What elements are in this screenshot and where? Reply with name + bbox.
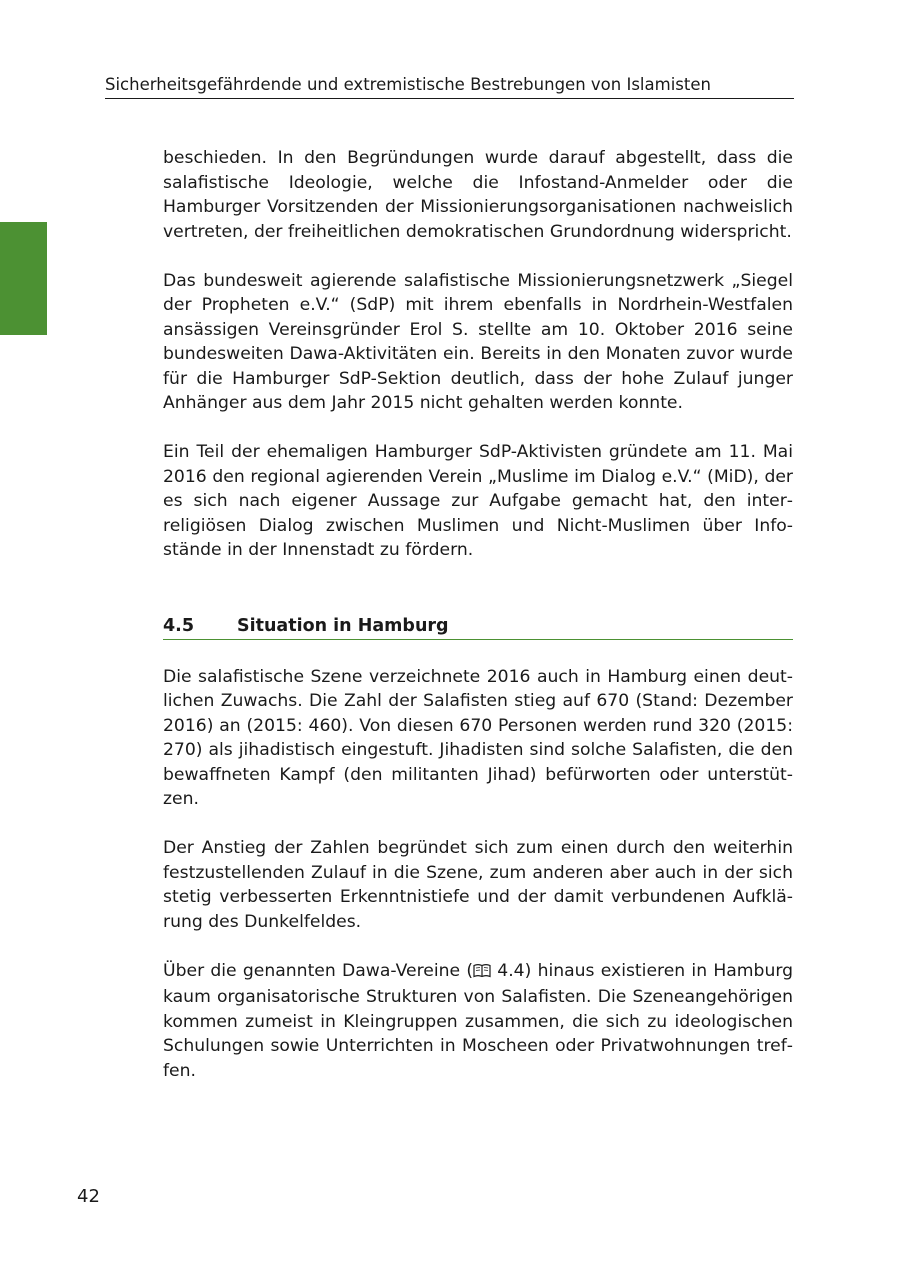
paragraph-text: hinaus existieren in Hamburg kaum organisatorische Strukturen von Salafisten. Die Szeneangehörigen kommen zumeist in Kleingruppen zusammen, die sich zu ideologischen Schulungen sowie Unterrichten in Moscheen oder Privatwohnungen treffen. — [163, 960, 794, 1081]
running-title: Sicherheitsgefährdende und extremistische Bestrebungen von Islamisten — [105, 75, 711, 94]
paragraph: beschieden. In den Begründungen wurde darauf abgestellt, dass die salafistische Ideologie, welche die Infostand-Anmelder oder die Hamburger Vorsitzenden der Missionierungsorganisationen nachweislich vertreten, der freiheitlichen demokratischen Grundordnung widerspricht. — [163, 148, 793, 242]
page-body — [163, 146, 793, 1083]
paragraph: Ein Teil der ehemaligen Hamburger SdP-Aktivisten gründete am 11. Mai 2016 den regional agierenden Verein „Muslime im Dialog e.V.“ (MiD), der es sich nach eigener Aussage zur Aufgabe gemacht hat, den interreligiösen Dialog zwischen Muslimen und Nicht-Muslimen über Infostände in der Innenstadt zu fördern. — [163, 442, 793, 560]
paragraph-text: Über die genannten Dawa-Vereine ( — [163, 960, 474, 981]
chapter-side-tab — [0, 222, 47, 335]
running-header — [105, 74, 794, 99]
cross-reference[interactable]: 4.4) — [491, 960, 532, 981]
paragraph: Die salafistische Szene verzeichnete 2016 auch in Hamburg einen deutlichen Zuwachs. Die Zahl der Salafisten stieg auf 670 (Stand: Dezember 2016) an (2015: 460). Von diesen 670 Personen werden rund 320 (2015: 270) als jihadistisch eingestuft. Jihadisten sind solche Salafisten, die den bewaffneten Kampf (den militanten Jihad) befürworten oder unterstützen. — [163, 666, 793, 809]
paragraph — [163, 959, 793, 1084]
paragraph: Das bundesweit agierende salafistische Missionierungsnetzwerk „Siegel der Propheten e.V.“ (SdP) mit ihrem ebenfalls in Nordrhein-Westfalen ansässigen Vereinsgründer Erol S. stellte am 10. Oktober 2016 seine bundesweiten Dawa-Aktivitäten ein. Bereits in den Monaten zuvor wurde für die Hamburger SdP-Sektion deutlich, dass der hohe Zulauf junger Anhänger aus dem Jahr 2015 nicht gehalten werden konnte. — [163, 270, 793, 413]
section-number: 4.5 — [163, 615, 195, 636]
section-heading — [163, 614, 793, 640]
section-title: Situation in Hamburg — [237, 615, 449, 636]
paragraph: Der Anstieg der Zahlen begründet sich zum einen durch den weiterhin festzustellenden Zulauf in die Szene, zum anderen aber auch in der sich stetig verbesserten Erkenntnistiefe und der damit verbundenen Aufklärung des Dunkelfeldes. — [163, 838, 793, 932]
book-icon — [473, 961, 491, 986]
page-number: 42 — [77, 1186, 100, 1207]
